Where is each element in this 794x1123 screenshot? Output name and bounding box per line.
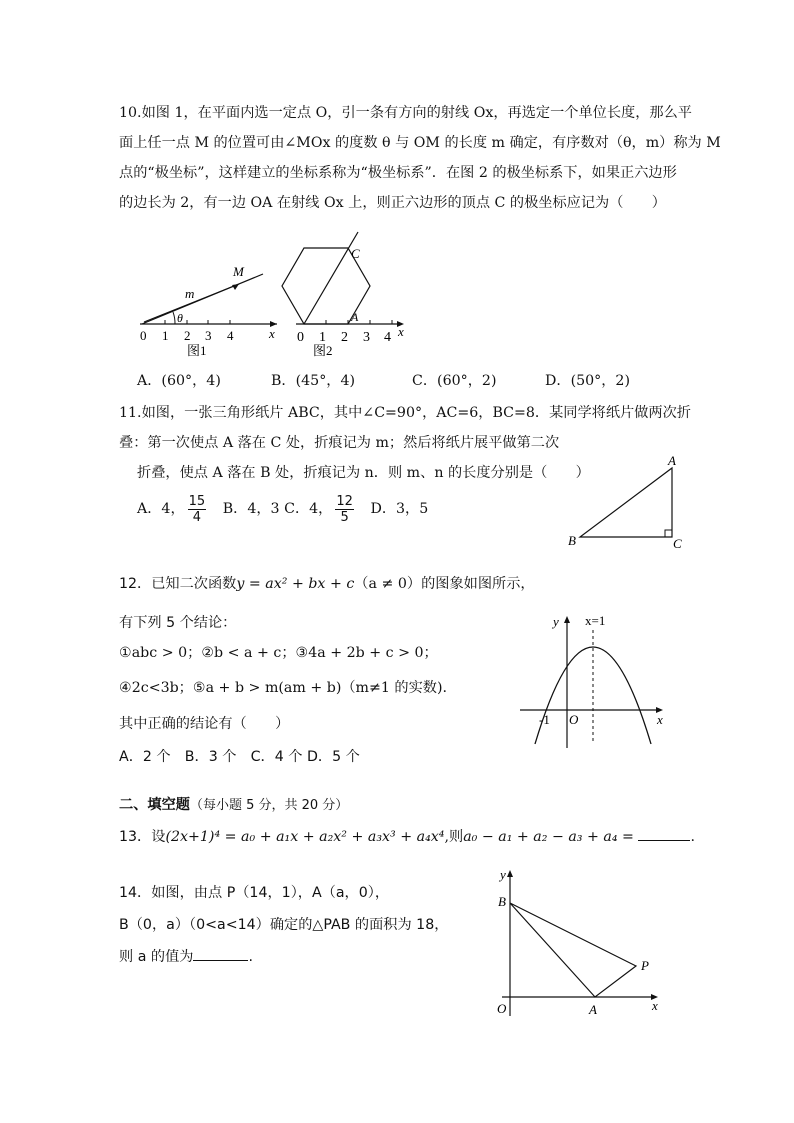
q12-line-5: 其中正确的结论有（ ）: [119, 716, 290, 732]
q10-option-a: A．(60°，4): [137, 373, 221, 389]
q12-formula: y = ax² + bx + c: [236, 576, 355, 592]
q11-line-3: 折叠，使点 A 落在 B 处，折痕记为 n．则 m、n 的长度分别是（ ）: [137, 465, 590, 481]
q11-triangle-figure: [565, 452, 690, 552]
fig1-caption: 图1: [187, 343, 207, 358]
q11-label-b: B: [568, 533, 576, 548]
q12-line-1: [119, 574, 535, 594]
fig2-x-label: x: [398, 324, 404, 339]
q11-label-a: A: [668, 453, 676, 468]
q11-fraction-a: [188, 494, 207, 525]
q10-line-4: 的边长为 2，有一边 OA 在射线 Ox 上，则正六边形的顶点 C 的极坐标应记为（ ）: [119, 195, 666, 211]
q13-line: [119, 826, 695, 847]
q12-intro-end: 的图象如图所示，: [421, 576, 535, 592]
q14-answer-blank: [193, 946, 248, 961]
q11-fraction-c-num: 12: [336, 493, 353, 509]
q14-line-1: 14．如图，由点 P（14，1），A（a，0），: [119, 885, 390, 901]
q11-triangle: [580, 468, 672, 537]
fig1-angle-theta: θ: [177, 311, 183, 325]
q10-figure-1: [135, 262, 285, 362]
fig2-vertex-a: A: [351, 310, 359, 324]
q12-root-label: -1: [539, 712, 550, 727]
q14-end: .: [248, 949, 253, 965]
q14-label-a: A: [589, 1002, 597, 1017]
fig2-ray-oc: [304, 232, 358, 324]
q14-triangle-figure: [492, 866, 667, 1021]
fig1-angle-arc: [173, 312, 175, 324]
q12-parabola-figure: [515, 612, 670, 752]
fig1-point-m: M: [233, 264, 244, 279]
q12-x-label: x: [657, 712, 663, 727]
section-2-heading: [119, 795, 348, 816]
q11-line-2: 叠：第一次使点 A 落在 C 处，折痕记为 m；然后将纸片展平做第二次: [119, 435, 560, 451]
fig1-tick-0: 0: [140, 328, 147, 343]
fig2-vertex-c: C: [351, 246, 360, 261]
q14-x-label: x: [652, 998, 658, 1013]
q10-figure-2: [280, 228, 420, 363]
q11-line-1: 11.如图，一张三角形纸片 ABC，其中∠C=90°，AC=6，BC=8．某同学将纸片做两次折: [119, 405, 691, 421]
q10-line-2: 面上任一点 M 的位置可由∠MOx 的度数 θ 与 OM 的长度 m 确定，有序数对（θ，m）称为 M: [119, 135, 721, 151]
q14-label-b: B: [498, 894, 506, 909]
q13-intro: 13．设: [119, 829, 166, 845]
q14-label-p: P: [641, 958, 649, 973]
q11-option-b: B．4，3: [222, 501, 280, 517]
fig2-tick-2: 2: [341, 330, 348, 345]
q11-right-angle-mark: [665, 530, 672, 537]
q11-fraction-a-den: 4: [192, 509, 202, 525]
fig1-tick-1: 1: [162, 328, 169, 343]
fig2-tick-0: 0: [297, 330, 304, 345]
q14-line-3: [119, 946, 253, 967]
fig1-length-m: m: [185, 286, 195, 301]
q13-answer-blank: [638, 826, 690, 841]
q11-option-a: A．4，: [137, 501, 185, 517]
q12-options: A．2 个 B．3 个 C．4 个 D．5 个: [119, 749, 360, 765]
q13-mid: ,则: [444, 829, 464, 845]
q14-y-arrow-icon: [507, 870, 513, 877]
q10-option-c: C．(60°，2): [412, 373, 497, 389]
q12-line-4: ④2c<3b；⑤a + b > m(am + b)（m≠1 的实数).: [119, 680, 448, 696]
fig2-caption: 图2: [313, 343, 333, 358]
q14-y-label: y: [500, 867, 506, 882]
q12-line-2: 有下列 5 个结论：: [119, 615, 237, 631]
fig1-tick-2: 2: [184, 328, 191, 343]
q12-symmetry-label: x=1: [585, 613, 606, 628]
fig1-tick-3: 3: [205, 328, 212, 343]
q11-fraction-c-den: 5: [340, 509, 349, 525]
q12-y-arrow-icon: [564, 616, 570, 623]
q14-origin-label: O: [497, 1001, 507, 1016]
q10-option-b: B．(45°，4): [271, 373, 356, 389]
fig1-x-label: x: [269, 326, 275, 341]
q12-line-3: ①abc > 0；②b < a + c；③4a + 2b + c > 0；: [119, 645, 438, 661]
q11-fraction-c: [335, 494, 354, 525]
q10-line-1: 10.如图 1，在平面内选一定点 O，引一条有方向的射线 Ox，再选定一个单位长度，那么平: [119, 105, 692, 121]
q11-label-c: C: [673, 536, 682, 551]
section-2-note: （每小题 5 分，共 20 分）: [189, 798, 349, 813]
q11-option-d: D．3，5: [370, 501, 429, 517]
q10-line-3: 点的“极坐标”，这样建立的坐标系称为“极坐标系”．在图 2 的极坐标系下，如果正六边形: [119, 165, 677, 181]
section-2-title: 二、填空题: [119, 797, 190, 813]
q11-options: [137, 492, 428, 526]
fig2-tick-3: 3: [363, 330, 370, 345]
q12-y-label: y: [553, 614, 559, 629]
q10-option-d: D．(50°，2): [545, 373, 630, 389]
q14-prompt: 则 a 的值为: [119, 949, 194, 965]
q13-end: .: [690, 829, 695, 845]
fig2-tick-1: 1: [319, 330, 326, 345]
q13-formula: (2x+1)⁴ = a₀ + a₁x + a₂x² + a₃x³ + a₄x⁴: [165, 829, 445, 845]
q14-triangle-pab: [510, 903, 636, 997]
fig1-tick-4: 4: [227, 328, 234, 343]
q12-origin-label: O: [569, 712, 579, 727]
q13-expression: a₀ − a₁ + a₂ − a₃ + a₄ =: [463, 829, 634, 845]
q11-option-c: C．4，: [284, 501, 333, 517]
fig2-tick-4: 4: [384, 330, 391, 345]
q11-fraction-a-num: 15: [188, 493, 206, 509]
q14-line-2: B（0，a）（0<a<14）确定的△PAB 的面积为 18，: [119, 917, 449, 933]
q12-intro: 12．已知二次函数: [119, 576, 237, 592]
q12-condition: （a ≠ 0）: [354, 576, 422, 592]
